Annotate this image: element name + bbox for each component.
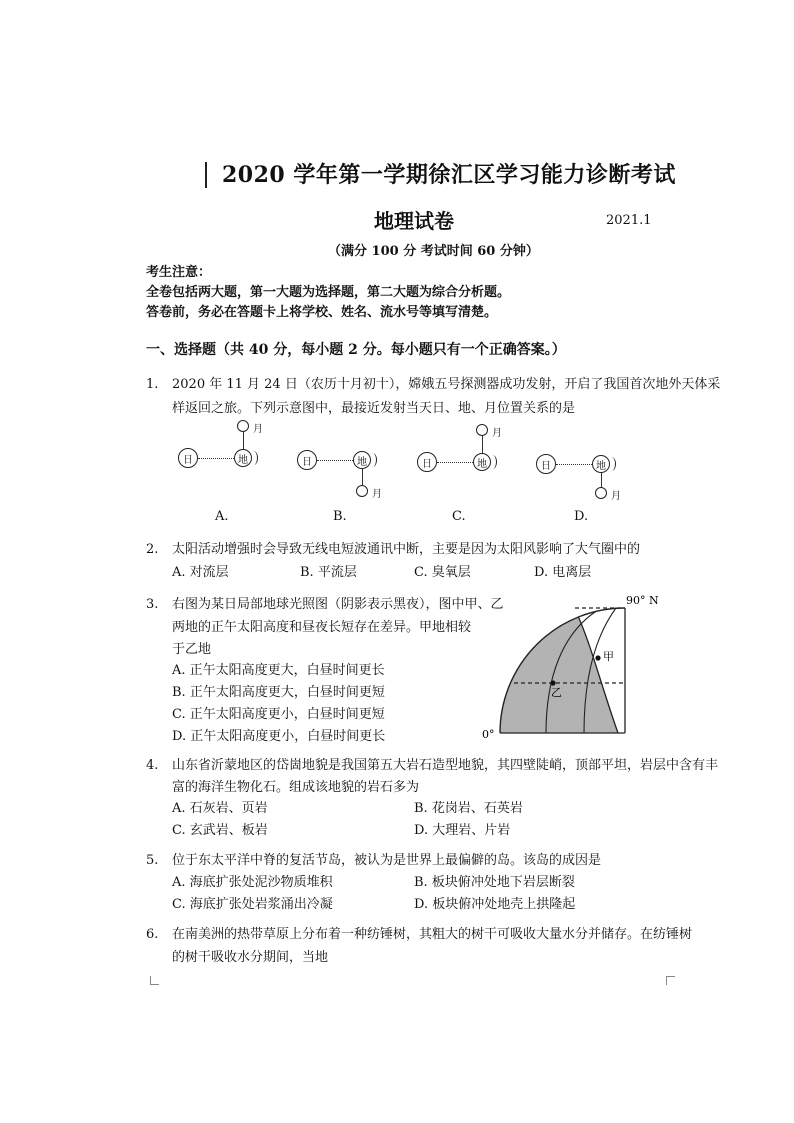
yi-label: 乙: [551, 686, 562, 699]
jia-label: 甲: [603, 650, 614, 663]
q2-option-a: A. 对流层: [172, 565, 229, 580]
q2-text: 太阳活动增强时会导致无线电短波通讯中断，主要是因为太阳风影响了大气圈中的: [172, 542, 641, 557]
jia-point: [595, 655, 600, 660]
q1-option-d: D.: [574, 509, 589, 524]
q5-line: [146, 850, 601, 871]
earth-moon-line: [362, 469, 363, 485]
q3-line-1: [146, 594, 504, 615]
q2-line: [146, 539, 640, 560]
sun-icon: 日: [297, 450, 317, 470]
q5-option-b: B. 板块俯冲处地下岩层断裂: [414, 875, 575, 890]
north-pole-label: 90° N: [626, 594, 659, 607]
q3-option-b: B. 正午太阳高度更大，白昼时间更短: [172, 685, 385, 700]
moon-label: 月: [253, 424, 263, 435]
sun-earth-line: [437, 462, 473, 463]
q4-option-d: D. 大理岩、片岩: [414, 823, 511, 838]
q2-number: 2.: [146, 542, 159, 557]
exam-title: 2020 学年第一学期徐汇区学习能力诊断考试: [222, 162, 676, 188]
q4-text-1: 山东省沂蒙地区的岱崮地貌是我国第五大岩石造型地貌，其四壁陡峭，顶部平坦，岩层中含有丰: [172, 758, 719, 773]
exam-subtitle: 地理试卷: [374, 209, 454, 233]
earth-orbit-arc: [607, 457, 616, 471]
earth-icon: 地: [592, 455, 610, 473]
earth-icon: 地: [353, 451, 371, 469]
q4-option-a: A. 石灰岩、页岩: [172, 801, 268, 816]
sun-earth-line: [198, 458, 234, 459]
q3-option-a: A. 正午太阳高度更大，白昼时间更长: [172, 663, 385, 678]
q2-option-c: C. 臭氧层: [414, 565, 471, 580]
score-time-line: （满分 100 分 考试时间 60 分钟）: [328, 244, 539, 259]
q5-option-a: A. 海底扩张处泥沙物质堆积: [172, 875, 333, 890]
q4-line-2: 富的海洋生物化石。组成该地貌的岩石多为: [172, 780, 420, 795]
q5-text: 位于东太平洋中脊的复活节岛，被认为是世界上最偏僻的岛。该岛的成因是: [172, 853, 602, 868]
sun-icon: 日: [536, 454, 556, 474]
q6-line-1: [146, 924, 692, 945]
q6-text-1: 在南美洲的热带草原上分布着一种纺锤树，其粗大的树干可吸收大量水分并储存。在纺锤树: [172, 927, 693, 942]
q1-diagram-b: [297, 448, 397, 508]
q5-option-d: D. 板块俯冲处地壳上拱隆起: [414, 897, 576, 912]
q3-number: 3.: [146, 597, 159, 612]
q6-number: 6.: [146, 927, 159, 942]
moon-icon: [595, 487, 607, 499]
q1-line-1: [146, 374, 720, 395]
q1-diagram-c: [417, 422, 517, 482]
q4-option-c: C. 玄武岩、板岩: [172, 823, 268, 838]
notice-line-2: 答卷前，务必在答题卡上将学校、姓名、流水号等填写清楚。: [146, 305, 498, 320]
q3-text-1: 右图为某日局部地球光照图（阴影表示黑夜），图中甲、乙: [172, 597, 504, 612]
exam-date: 2021.1: [606, 213, 652, 228]
earth-orbit-arc: [368, 453, 377, 467]
moon-icon: [237, 420, 249, 432]
earth-icon: 地: [473, 453, 491, 471]
earth-icon: 地: [234, 449, 252, 467]
notice-line-1: 全卷包括两大题，第一大题为选择题，第二大题为综合分析题。: [146, 285, 511, 300]
q1-diagram-d: [536, 452, 636, 512]
q3-option-c: C. 正午太阳高度更小，白昼时间更短: [172, 707, 385, 722]
moon-label: 月: [492, 428, 502, 439]
q1-option-b: B.: [333, 509, 347, 524]
crop-mark-right: [666, 976, 675, 985]
q4-option-b: B. 花岗岩、石英岩: [414, 801, 523, 816]
earth-moon-line: [482, 436, 483, 453]
earth-orbit-arc: [249, 451, 258, 465]
sun-icon: 日: [178, 448, 198, 468]
moon-label: 月: [372, 489, 382, 500]
q1-number: 1.: [146, 377, 159, 392]
q1-diagram-a: [178, 418, 278, 478]
q1-option-a: A.: [215, 509, 229, 524]
q5-option-c: C. 海底扩张处岩浆涌出冷凝: [172, 897, 333, 912]
q3-line-3: 于乙地: [172, 642, 212, 657]
q6-line-2: 的树干吸收水分期间，当地: [172, 950, 329, 965]
moon-icon: [356, 485, 368, 497]
title-margin-bar: [205, 162, 207, 188]
sun-earth-line: [556, 464, 592, 465]
q1-line-2: 样返回之旅。下列示意图中，最接近发射当天日、地、月位置关系的是: [172, 401, 576, 416]
q2-option-d: D. 电离层: [534, 565, 592, 580]
q4-number: 4.: [146, 758, 159, 773]
earth-moon-line: [243, 432, 244, 449]
section-1-title: 一、选择题（共 40 分，每小题 2 分。每小题只有一个正确答案。）: [146, 342, 566, 358]
q3-line-2: 两地的正午太阳高度和昼夜长短存在差异。甲地相较: [172, 620, 472, 635]
earth-orbit-arc: [488, 455, 497, 469]
q5-number: 5.: [146, 853, 159, 868]
q1-option-c: C.: [452, 509, 466, 524]
notice-heading: 考生注意：: [146, 265, 212, 280]
q3-illumination-diagram: [480, 588, 670, 740]
crop-mark-left: [150, 976, 159, 985]
q3-option-d: D. 正午太阳高度更小，白昼时间更长: [172, 729, 386, 744]
equator-label: 0°: [482, 728, 495, 740]
q2-option-b: B. 平流层: [300, 565, 357, 580]
sun-icon: 日: [417, 452, 437, 472]
q1-text-1: 2020 年 11 月 24 日（农历十月初十），嫦娥五号探测器成功发射，开启了我国首次地外天体采: [172, 377, 721, 392]
sun-earth-line: [317, 460, 353, 461]
moon-icon: [476, 424, 488, 436]
q4-line-1: [146, 755, 718, 776]
yi-point: [550, 680, 555, 685]
moon-label: 月: [611, 491, 621, 502]
